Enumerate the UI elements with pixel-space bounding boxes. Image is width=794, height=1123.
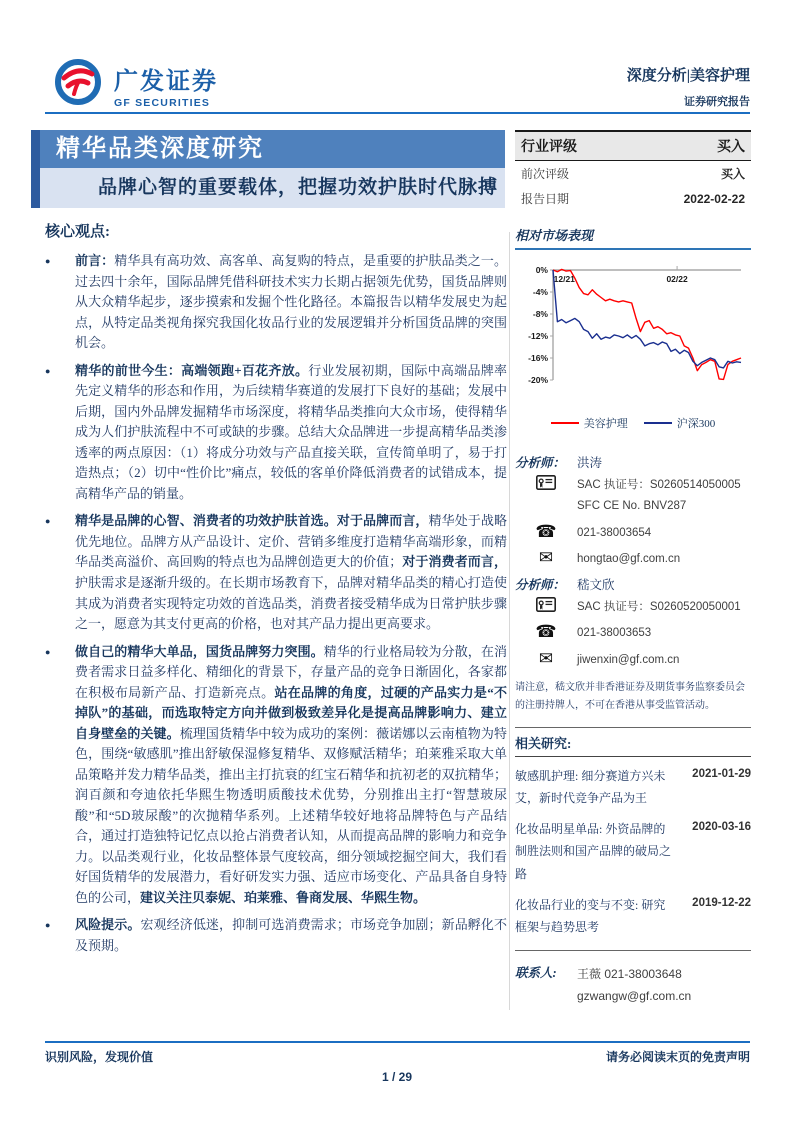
analyst-detail-icon-cell: [515, 650, 577, 671]
id-card-icon: [536, 597, 556, 616]
analyst-detail-row: [515, 475, 751, 518]
rating-label: 报告日期: [521, 192, 570, 206]
bullet-bold-run: 精华是品牌的心智、消费者的功效护肤首选。对于品牌而言，: [75, 513, 429, 529]
legend-line-swatch: [551, 422, 579, 424]
bullet-item: [45, 511, 507, 634]
header-divider: [45, 112, 750, 114]
svg-text:12/21: 12/21: [553, 274, 575, 284]
bullet-text: [75, 251, 507, 354]
contact-block: [515, 963, 751, 1007]
bullet-item: [45, 361, 507, 505]
rating-row: [515, 161, 751, 186]
id-card-icon: [536, 475, 556, 494]
analyst-detail-lines: [577, 597, 751, 618]
related-research-date: 2019-12-22: [692, 896, 751, 909]
legend-item: [551, 415, 628, 431]
bullet-bold-run: 站在品牌的角度，过硬的产品实力是“不掉队”的基础，而选取特定方向并做到极致差异化是提高品牌影响力、建立自身壁垒的关键。: [75, 684, 507, 741]
related-research-date: 2021-01-29: [692, 767, 751, 780]
column-divider: [509, 232, 510, 1010]
bullet-bold-run: 做自己的精华大单品，国货品牌努力突围。: [75, 643, 324, 659]
title-accent-stripe: [31, 130, 40, 208]
bullet-bold-run: 前言：: [75, 253, 115, 268]
email-icon: ✉: [538, 547, 554, 567]
bullet-run: 精华具有高功效、高客单、高复购的特点，是重要的护肤品类之一。过去四十余年，国际品牌凭借科研技术实力长期占据领先优势，国货品牌则从大众精华起步，逐步摸索和发掘个性化路径。本篇报告以精华发展史为起点，从特定品类视角探究我国化妆品行业的发展逻辑并分析国货品牌的突围机会。: [75, 253, 507, 351]
bullet-bold-run: 风险提示。: [75, 917, 141, 933]
report-category: 深度分析|美容护理: [626, 68, 750, 84]
analyst-detail-icon-cell: [515, 475, 577, 518]
rating-row: [515, 186, 751, 211]
analyst-detail-lines: [577, 475, 751, 518]
logo-text: [114, 61, 218, 109]
related-research-list: [515, 765, 751, 938]
analyst-detail-row: [515, 549, 751, 570]
bullet-item: [45, 642, 507, 909]
analyst-detail-text: SAC 执证号：S0260520050001: [577, 601, 741, 614]
analyst-label: 分析师：: [515, 578, 566, 593]
analyst-name: 洪涛: [577, 456, 603, 470]
bullet-bold-run: 建议关注贝泰妮、珀莱雅、鲁商发展、华熙生物。: [140, 889, 427, 905]
bullet-bold-run: 精华的前世今生：高端领跑+百花齐放。: [75, 362, 309, 378]
bullet-text: [75, 915, 507, 956]
analyst-detail-row: [515, 650, 751, 671]
bullet-marker-icon: ●: [45, 516, 51, 527]
email-icon: ✉: [538, 648, 554, 668]
contact-label: 联系人:: [515, 966, 557, 981]
bullet-text: [75, 511, 507, 634]
footer-slogan: 识别风险，发现价值: [45, 1050, 154, 1064]
rating-label: 行业评级: [521, 140, 577, 155]
legend-label: 美容护理: [583, 418, 628, 430]
analyst-detail-text: SFC CE No. BNV287: [577, 500, 687, 513]
header-right: [627, 64, 750, 109]
analyst-label: 分析师：: [515, 456, 566, 470]
svg-text:-4%: -4%: [532, 287, 548, 297]
legend-item: [644, 415, 716, 431]
sidebar-divider-2: [515, 950, 751, 951]
bullet-run: 宏观经济低迷，抑制可选消费需求；市场竞争加剧；新品孵化不及预期。: [75, 917, 507, 953]
bullet-marker-icon: ●: [45, 920, 51, 931]
report-title: 精华品类深度研究: [40, 130, 505, 168]
report-doc-type: 证券研究报告: [684, 96, 750, 108]
analyst-detail-lines: [577, 650, 751, 671]
sidebar: [515, 130, 751, 1008]
bullet-run: 护肤需求是逐渐升级的。在长期市场教育下，品牌对精华品类的精心打造使其成为消费者实现特定功效的首选品类，消费者接受精华成为日常护肤步骤之一，愿意为其支付更高的价格，也对其产品力提出更高要求。: [75, 574, 507, 632]
market-chart: [515, 258, 751, 431]
analyst-detail-row: [515, 597, 751, 618]
core-view-heading: 核心观点:: [45, 224, 110, 240]
rating-row: [515, 132, 751, 161]
analyst-detail-text: 021-38003653: [577, 627, 652, 640]
analyst-detail-lines: [577, 623, 751, 644]
report-subtitle: 品牌心智的重要载体，把握功效护肤时代脉搏: [40, 168, 505, 208]
rating-table: [515, 130, 751, 211]
analyst-email[interactable]: jiwenxin@gf.com.cn: [577, 653, 680, 666]
analyst-name-row: [515, 453, 751, 471]
bullet-run: 行业发展初期，国际中高端品牌率先定义精华的形态和作用，为后续精华赛道的发展打下良好的基础；发展中后期，国内外品牌发掘精华市场深度，将精华品类推向大众市场，使得精华成为人们护肤流程中不可或缺的步骤。总结大众品牌进一步提高精华品类渗透率的两点原因：（1）将成分功效与产品直接关联，宣传简单明了，易于打造热点；（2）切中“性价比”痛点，较低的客单价降低消费者的试错成本，提高精华产品的销量。: [75, 362, 507, 501]
analyst-detail-text: SAC 执证号：S0260514050005: [577, 479, 741, 491]
market-chart-svg: [515, 258, 751, 408]
related-research-item: [515, 894, 751, 938]
page-number: 1 / 29: [381, 1070, 413, 1084]
rating-label: 前次评级: [521, 167, 570, 181]
company-logo: [52, 56, 218, 113]
analyst-detail-row: [515, 623, 751, 644]
svg-text:0%: 0%: [535, 265, 548, 275]
svg-text:-20%: -20%: [528, 375, 548, 385]
analyst-detail-row: [515, 523, 751, 544]
related-research-title: 敏感肌护理: 细分赛道方兴未艾，新时代竞争产品为王: [515, 768, 666, 806]
market-performance-heading: 相对市场表现: [515, 225, 751, 250]
legend-label: 沪深300: [676, 418, 716, 430]
bullet-marker-icon: ●: [45, 256, 51, 266]
bullet-marker-icon: ●: [45, 365, 51, 376]
contact-lines: [577, 963, 751, 1007]
footer-disclaimer-notice: 请务必阅读末页的免责声明: [605, 1050, 750, 1064]
bullet-item: [45, 251, 507, 354]
analyst-detail-text: 021-38003654: [577, 526, 652, 539]
related-research-title: 化妆品明星单品: 外资品牌的制胜法则和国产品牌的破局之路: [515, 822, 672, 881]
analyst-name-row: [515, 575, 751, 593]
related-research-heading: 相关研究:: [515, 728, 751, 757]
bullet-run: 精华处于战略优先地位。品牌方从产品设计、定价、营销多维度打造精华高端形象，而精华品类高溢价、高回购的特点也为品牌创造更大的价值；: [75, 513, 507, 570]
analyst-detail-icon-cell: [515, 523, 577, 544]
related-research-item: [515, 765, 751, 809]
chart-legend: [515, 415, 751, 431]
contact-email[interactable]: gzwangw@gf.com.cn: [577, 989, 692, 1004]
logo-name-en: GF SECURITIES: [114, 96, 211, 109]
rating-value: 买入: [717, 140, 745, 155]
analyst-detail-icon-cell: [515, 623, 577, 644]
analyst-email[interactable]: hongtao@gf.com.cn: [577, 552, 681, 565]
analyst-name: 嵇文欣: [577, 578, 615, 593]
analyst-detail-lines: [577, 549, 751, 570]
phone-icon: ☎: [535, 622, 557, 642]
analysts-block: [515, 453, 751, 671]
legend-line-swatch: [644, 422, 672, 424]
phone-icon: ☎: [535, 521, 557, 541]
analyst-detail-lines: [577, 523, 751, 544]
bullet-text: [75, 642, 507, 909]
gf-securities-logo-icon: [52, 56, 104, 113]
core-bullets: [45, 251, 507, 957]
rating-value: 2022-02-22: [683, 191, 745, 206]
rating-value: 买入: [720, 167, 745, 181]
logo-name-cn: 广发证券: [114, 68, 218, 95]
bullet-run: 梳理国货精华中较为成功的案例：薇诺娜以云南植物为特色，围绕“敏感肌”推出舒敏保湿修复精华、双修赋活精华；珀莱雅采取大单品策略并发力精华品类，推出主打抗衰的红宝石精华和抗初老的双抗精华；润百颜和夸迪依托华熙生物透明质酸技术优势，分别推出主打“智慧玻尿酸”和“5D玻尿酸”的次抛精华系列。上述精华较好地将品牌特色与产品结合，通过打造独特记忆点以抢占消费者认知，从而提高品牌的影响力和竞争力。以品类观行业，化妆品整体景气度较高，细分领域挖掘空间大，我们看好国货精华的发展潜力，看好研发实力强、适应市场变化、产品具备自身特色的公司，: [75, 725, 507, 905]
bullet-run: 精华的行业格局较为分散，在消费者需求日益多样化、精细化的背景下，存量产品的竞争日渐固化，各家都在积极布局新产品、打造新亮点。: [75, 643, 507, 700]
analyst-detail-icon-cell: [515, 549, 577, 570]
related-research-date: 2020-03-16: [692, 821, 751, 834]
svg-text:02/22: 02/22: [666, 274, 688, 284]
related-research-item: [515, 818, 751, 885]
main-column: [45, 220, 507, 964]
bullet-bold-run: 对于消费者而言，: [402, 554, 507, 570]
svg-text:-16%: -16%: [528, 353, 548, 363]
contact-name-phone: 王薇 021-38003648: [577, 967, 682, 982]
svg-text:-8%: -8%: [532, 309, 548, 319]
analyst-detail-icon-cell: [515, 597, 577, 618]
analyst-disclaimer-note: 请注意，嵇文欣并非香港证券及期货事务监察委员会的注册持牌人，不可在香港从事受监管活动。: [515, 681, 745, 711]
footer-divider: [45, 1041, 750, 1043]
svg-text:-12%: -12%: [528, 331, 548, 341]
bullet-item: [45, 915, 507, 956]
bullet-text: [75, 361, 507, 505]
related-research-title: 化妆品行业的变与不变: 研究框架与趋势思考: [515, 897, 666, 934]
bullet-marker-icon: ●: [45, 646, 51, 657]
